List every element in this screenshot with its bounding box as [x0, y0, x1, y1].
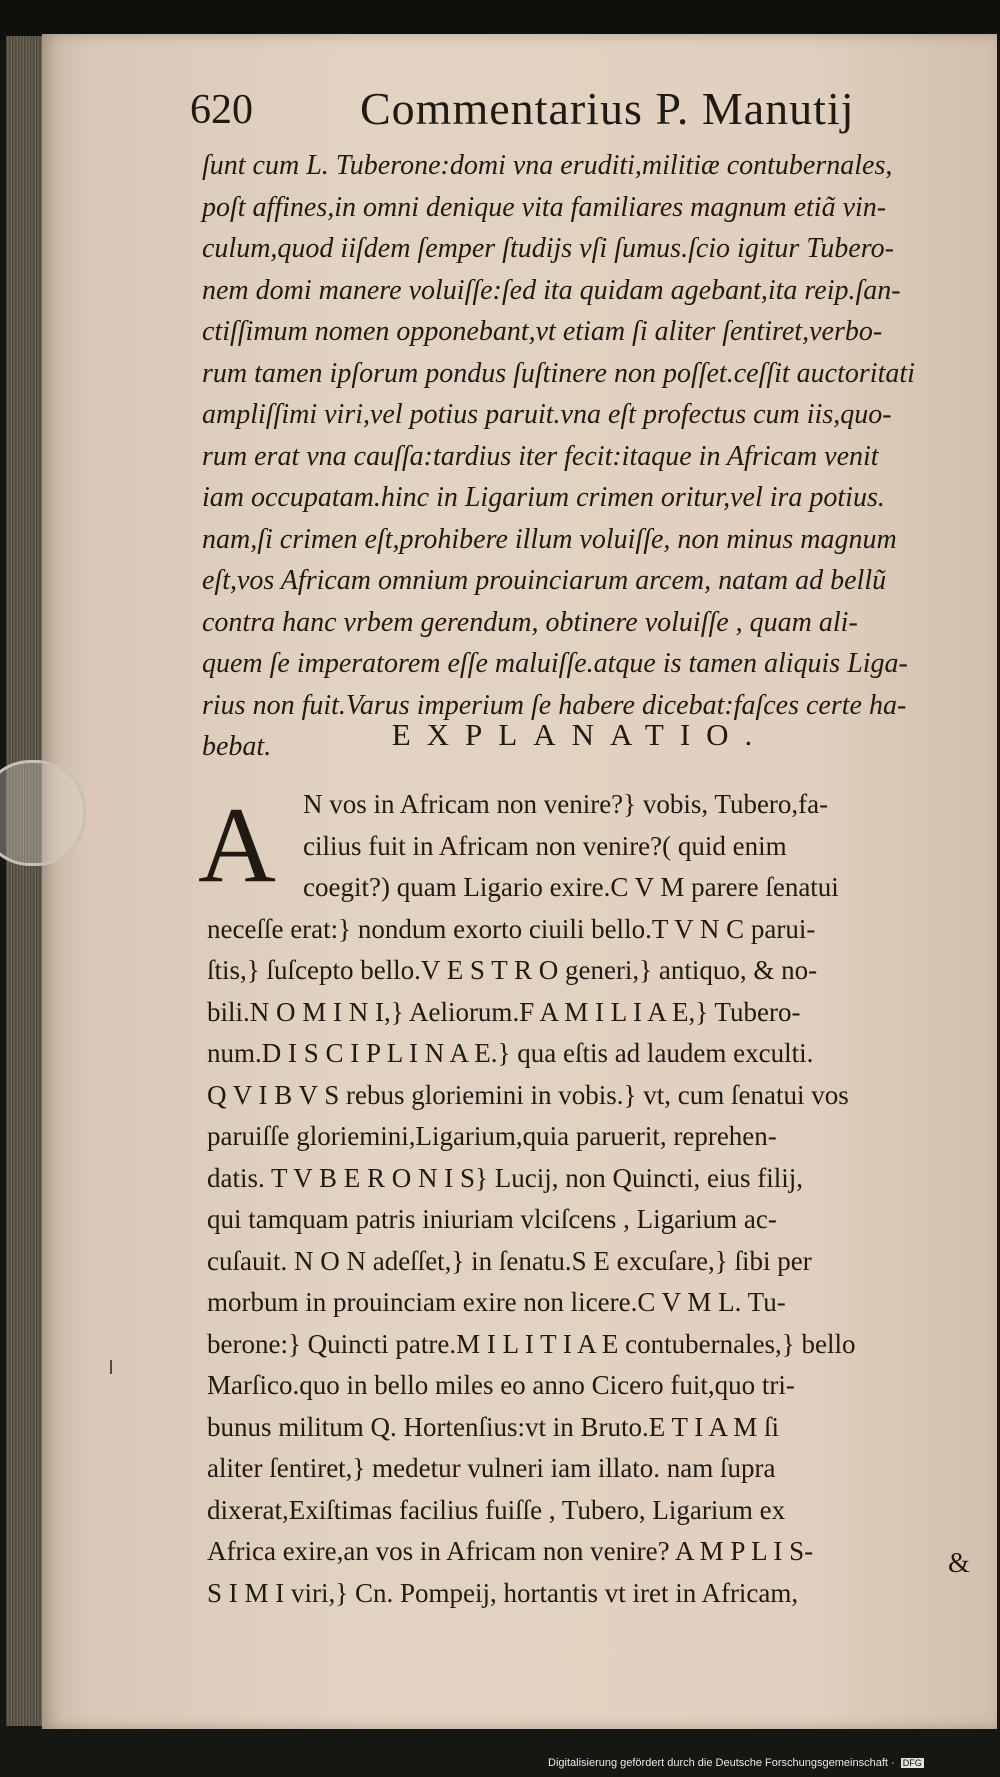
explanation-line: qui tamquam patris iniuriam vlciſcens , Ligarium ac-: [207, 1204, 777, 1234]
explanation-line: S I M I viri,} Cn. Pompeij, hortantis vt iret in Africam,: [207, 1577, 799, 1608]
running-title: Commentarius P. Manutij: [360, 83, 855, 134]
explanation-line: datis. T V B E R O N I S} Lucij, non Quincti, eius filij,: [207, 1162, 803, 1193]
text-line: nem domi manere voluiſſe:ſed ita quidam agebant,ita reip.ſan-: [202, 274, 901, 306]
explanation-line: Marſico.quo in bello miles eo anno Cicero fuit,quo tri-: [207, 1370, 795, 1400]
margin-mark: [110, 1360, 112, 1374]
page-number: 620: [190, 87, 253, 133]
text-line: rum tamen ipſorum pondus ſuſtinere non poſſet.ceſſit auctoritati: [202, 357, 915, 389]
explanation-line: morbum in prouinciam exire non licere.C V M L. Tu-: [207, 1287, 786, 1317]
text-line: contra hanc vrbem gerendum, obtinere voluiſſe , quam ali-: [202, 606, 858, 638]
explanation-line: Q V I B V S rebus gloriemini in vobis.} vt, cum ſenatui vos: [207, 1079, 849, 1110]
explanation-line: N vos in Africam non venire?} vobis, Tubero,fa-: [303, 789, 829, 819]
dfg-logo: DFG: [902, 1758, 922, 1768]
text-line: bebat.: [202, 731, 272, 762]
explanation-line: dixerat,Exiſtimas facilius fuiſſe , Tubero, Ligarium ex: [207, 1494, 786, 1525]
explanation-line: berone:} Quincti patre.M I L I T I A E contubernales,} bello: [207, 1328, 856, 1359]
explanation-line: aliter ſentiret,} medetur vulneri iam illato. nam ſupra: [207, 1453, 776, 1483]
text-line: rius non fuit.Varus imperium ſe habere dicebat:faſces certe ha-: [202, 689, 907, 721]
drop-cap: A: [198, 786, 276, 905]
text-line: nam,ſi crimen eſt,prohibere illum voluiſſe, non minus magnum: [202, 523, 897, 555]
explanation-line: neceſſe erat:} nondum exorto ciuili bello.T V N C parui-: [207, 913, 816, 944]
text-line: rum erat vna cauſſa:tardius iter fecit:itaque in Africam venit: [202, 440, 879, 472]
explanation-line: paruiſſe gloriemini,Ligarium,quia paruerit, reprehen-: [207, 1121, 777, 1151]
text-line: ctiſſimum nomen opponebant,vt etiam ſi aliter ſentiret,verbo-: [202, 316, 883, 347]
explanation-line: Africa exire,an vos in Africam non venire? A M P L I S-: [207, 1536, 814, 1566]
footer-text: Digitalisierung gefördert durch die Deutsche Forschungsgemeinschaft ·: [548, 1757, 895, 1769]
section-heading: EXPLANATIO.: [391, 717, 769, 752]
digitization-footer: [548, 1757, 924, 1769]
text-line: poſt affines,in omni denique vita familiares magnum etiã vin-: [202, 191, 887, 223]
explanation-text: [207, 784, 977, 1614]
explanation-line: cilius fuit in Africam non venire?( quid enim: [303, 830, 787, 861]
oration-text: [202, 145, 972, 768]
text-line: ſunt cum L. Tuberone:domi vna eruditi,militiæ contubernales,: [202, 150, 893, 181]
text-line: iam occupatam.hinc in Ligarium crimen oritur,vel ira potius.: [202, 482, 885, 513]
explanation-line: cuſauit. N O N adeſſet,} in ſenatu.S E excuſare,} ſibi per: [207, 1245, 812, 1276]
explanation-line: coegit?) quam Ligario exire.C V M parere ſenatui: [303, 872, 839, 902]
explanation-line: bunus militum Q. Hortenſius:vt in Bruto.E T I A M ſi: [207, 1411, 780, 1442]
explanation-line: num.D I S C I P L I N A E.} qua eſtis ad laudem exculti.: [207, 1038, 814, 1068]
text-line: ampliſſimi viri,vel potius paruit.vna eſt profectus cum iis,quo-: [202, 399, 892, 430]
text-line: eſt,vos Africam omnium prouinciarum arcem, natam ad bellũ: [202, 565, 887, 596]
explanation-line: bili.N O M I N I,} Aeliorum.F A M I L I A E,} Tubero-: [207, 996, 801, 1027]
catchword: &: [948, 1548, 970, 1579]
page-header: [190, 82, 940, 142]
explanation-line: ſtis,} ſuſcepto bello.V E S T R O generi,} antiquo, & no-: [207, 955, 818, 985]
text-line: quem ſe imperatorem eſſe maluiſſe.atque is tamen aliquis Liga-: [202, 648, 908, 679]
text-line: culum,quod iiſdem ſemper ſtudijs vſi ſumus.ſcio igitur Tubero-: [202, 233, 894, 264]
